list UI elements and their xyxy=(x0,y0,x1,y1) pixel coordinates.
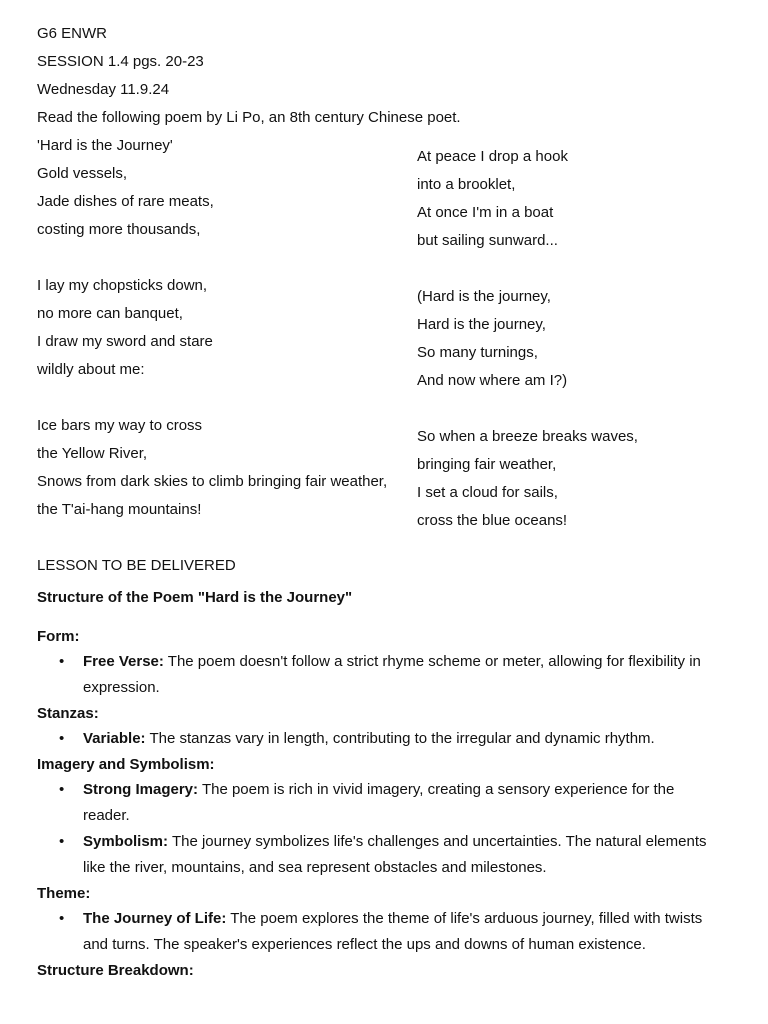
section-label-imagery: Imagery and Symbolism: xyxy=(37,756,215,773)
imagery-list xyxy=(37,777,737,881)
document-page xyxy=(37,20,737,983)
form-list xyxy=(37,649,737,701)
item-text: The poem explores the theme of life's arduous journey, filled with twists xyxy=(230,910,703,927)
item-text-cont: expression. xyxy=(83,679,160,696)
item-term: Strong Imagery: xyxy=(83,781,199,798)
poem-line: (Hard is the journey, xyxy=(417,288,551,305)
poem-line: Ice bars my way to cross xyxy=(37,417,203,434)
bullet-icon: • xyxy=(59,833,65,850)
item-text-cont: and turns. The speaker's experiences reflect the ups and downs of human existence. xyxy=(83,936,646,953)
poem-line: Hard is the journey, xyxy=(417,316,546,333)
item-term: Variable: xyxy=(83,730,146,747)
section-label-theme: Theme: xyxy=(37,885,91,902)
list-item xyxy=(37,829,737,881)
stanzas-list xyxy=(37,726,737,752)
theme-list xyxy=(37,906,737,958)
poem-line: into a brooklet, xyxy=(417,176,516,193)
lesson-heading: LESSON TO BE DELIVERED xyxy=(37,557,236,574)
poem-line: I set a cloud for sails, xyxy=(417,484,558,501)
section-label-stanzas: Stanzas: xyxy=(37,705,99,722)
bullet-icon: • xyxy=(59,653,65,670)
instruction-line: Read the following poem by Li Po, an 8th century Chinese poet. xyxy=(37,109,461,126)
poem-line: no more can banquet, xyxy=(37,305,183,322)
poem-line: costing more thousands, xyxy=(37,221,201,238)
poem-line: At once I'm in a boat xyxy=(417,204,554,221)
item-term: Symbolism: xyxy=(83,833,169,850)
poem-line: but sailing sunward... xyxy=(417,232,558,249)
bullet-icon: • xyxy=(59,781,65,798)
bullet-icon: • xyxy=(59,730,65,747)
poem-line: At peace I drop a hook xyxy=(417,148,568,165)
list-item xyxy=(37,649,737,701)
poem-line: So many turnings, xyxy=(417,344,538,361)
poem-title: 'Hard is the Journey' xyxy=(37,137,173,154)
poem-line: cross the blue oceans! xyxy=(417,512,568,529)
list-item xyxy=(37,777,737,829)
item-term: Free Verse: xyxy=(83,653,164,670)
item-term: The Journey of Life: xyxy=(83,910,227,927)
poem-line: I lay my chopsticks down, xyxy=(37,277,208,294)
item-text: The poem is rich in vivid imagery, creating a sensory experience for the xyxy=(201,781,675,798)
poem-columns xyxy=(37,132,737,552)
poem-line: the Yellow River, xyxy=(37,445,148,462)
poem-line: Jade dishes of rare meats, xyxy=(37,193,214,210)
bullet-icon: • xyxy=(59,910,65,927)
poem-line: bringing fair weather, xyxy=(417,456,557,473)
poem-line: Snows from dark skies to climb bringing fair weather, xyxy=(37,473,388,490)
session-line: SESSION 1.4 pgs. 20-23 xyxy=(37,53,204,70)
item-text: The poem doesn't follow a strict rhyme scheme or meter, allowing for flexibility in xyxy=(167,653,701,670)
item-text: The journey symbolizes life's challenges and uncertainties. The natural elements xyxy=(171,833,707,850)
poem-line: So when a breeze breaks waves, xyxy=(417,428,638,445)
class-code: G6 ENWR xyxy=(37,25,108,42)
item-text-cont: reader. xyxy=(83,807,130,824)
poem-line: I draw my sword and stare xyxy=(37,333,213,350)
item-text: The stanzas vary in length, contributing to the irregular and dynamic rhythm. xyxy=(149,730,655,747)
list-item xyxy=(37,726,737,752)
section-label-form: Form: xyxy=(37,628,80,645)
date-line: Wednesday 11.9.24 xyxy=(37,81,170,98)
poem-line: Gold vessels, xyxy=(37,165,128,182)
poem-left-column xyxy=(37,132,407,524)
item-text-cont: like the river, mountains, and sea represent obstacles and milestones. xyxy=(83,859,547,876)
list-item xyxy=(37,906,737,958)
poem-line: And now where am I?) xyxy=(417,372,568,389)
poem-right-column xyxy=(417,143,737,535)
poem-line: wildly about me: xyxy=(37,361,145,378)
structure-title: Structure of the Poem "Hard is the Journey" xyxy=(37,589,353,606)
section-label-structure-breakdown: Structure Breakdown: xyxy=(37,962,194,979)
poem-line: the T'ai-hang mountains! xyxy=(37,501,202,518)
